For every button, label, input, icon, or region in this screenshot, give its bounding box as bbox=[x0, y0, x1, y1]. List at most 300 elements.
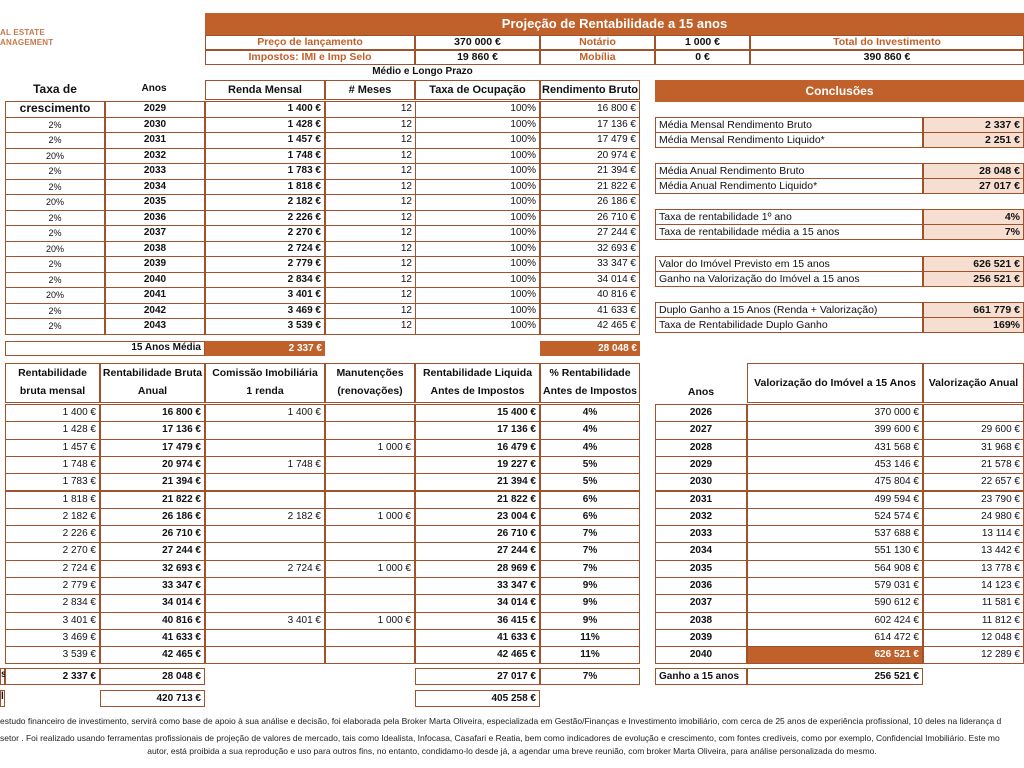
rl-cell: 23 004 € bbox=[415, 508, 540, 526]
ano-cell: 2031 bbox=[105, 132, 205, 149]
conclusao-label: Média Anual Rendimento Bruto bbox=[655, 163, 923, 179]
taxa-cell: 2% bbox=[5, 303, 105, 320]
total-rba: 420 713 € bbox=[100, 690, 205, 707]
conclusao-value: 27 017 € bbox=[923, 178, 1024, 194]
pr-cell: 7% bbox=[540, 525, 640, 543]
t3-ano-cell: 2026 bbox=[655, 404, 747, 422]
valorizacao-anual-cell: 13 778 € bbox=[923, 560, 1024, 578]
notario-value: 1 000 € bbox=[655, 35, 750, 50]
meses-cell: 12 bbox=[325, 210, 415, 227]
ano-cell: 2029 bbox=[105, 101, 205, 118]
rl-cell: 17 136 € bbox=[415, 421, 540, 439]
meses-cell: 12 bbox=[325, 241, 415, 258]
t3-anos-header: Anos bbox=[687, 386, 715, 398]
company-logo bbox=[0, 28, 53, 48]
taxa-cell: 2% bbox=[5, 210, 105, 227]
bruto-cell: 21 822 € bbox=[540, 179, 640, 196]
rba-header bbox=[100, 363, 205, 403]
t3-ano-cell: 2039 bbox=[655, 629, 747, 647]
taxa-cell: 20% bbox=[5, 194, 105, 211]
conclusao-value: 2 251 € bbox=[923, 132, 1024, 148]
rbm-cell: 1 783 € bbox=[5, 473, 100, 491]
bruto-cell: 17 479 € bbox=[540, 132, 640, 149]
valorizacao-anual-cell: 24 980 € bbox=[923, 508, 1024, 526]
valorizacao-cell: 590 612 € bbox=[747, 594, 923, 612]
pr-cell: 9% bbox=[540, 577, 640, 595]
manutencao-cell bbox=[325, 577, 415, 595]
valorizacao-anual-header: Valorização Anual bbox=[923, 363, 1024, 403]
rbm-header-line1: Rentabilidade bbox=[18, 367, 87, 379]
ocupacao-cell: 100% bbox=[415, 210, 540, 227]
renda-cell: 1 428 € bbox=[205, 117, 325, 134]
valorizacao-cell: 579 031 € bbox=[747, 577, 923, 595]
ano-cell: 2041 bbox=[105, 287, 205, 304]
ocupacao-cell: 100% bbox=[415, 179, 540, 196]
meses-cell: 12 bbox=[325, 303, 415, 320]
comissao-cell: 3 401 € bbox=[205, 612, 325, 630]
manutencao-cell bbox=[325, 542, 415, 560]
rba-header-line1: Rentabilidade Bruta bbox=[102, 367, 203, 379]
rl-cell: 33 347 € bbox=[415, 577, 540, 595]
rba-header-line2: Anual bbox=[137, 385, 168, 397]
anos-header: Anos bbox=[141, 83, 167, 94]
meses-cell: 12 bbox=[325, 318, 415, 335]
page-title: Projeção de Rentabilidade a 15 anos bbox=[205, 13, 1024, 35]
conclusao-label: Duplo Ganho a 15 Anos (Renda + Valorização) bbox=[655, 302, 923, 318]
renda-cell: 2 182 € bbox=[205, 194, 325, 211]
t3-ano-cell: 2027 bbox=[655, 421, 747, 439]
pr-cell: 4% bbox=[540, 404, 640, 422]
rbm-cell: 2 182 € bbox=[5, 508, 100, 526]
valorizacao-cell: 614 472 € bbox=[747, 629, 923, 647]
conclusao-value: 4% bbox=[923, 209, 1024, 225]
rba-cell: 42 465 € bbox=[100, 646, 205, 664]
pr-cell: 5% bbox=[540, 456, 640, 474]
comissao-header bbox=[205, 363, 325, 403]
comissao-cell: 1 400 € bbox=[205, 404, 325, 422]
taxa-cell: 2% bbox=[5, 132, 105, 149]
notario-label: Notário bbox=[540, 35, 655, 50]
avg-rl: 27 017 € bbox=[415, 668, 540, 685]
logo-line-1: AL ESTATE bbox=[0, 28, 45, 37]
avg-left: s bbox=[0, 668, 5, 685]
bruto-cell: 41 633 € bbox=[540, 303, 640, 320]
valorizacao-cell: 537 688 € bbox=[747, 525, 923, 543]
valorizacao-anual-cell: 21 578 € bbox=[923, 456, 1024, 474]
taxa-cell: 2% bbox=[5, 318, 105, 335]
bruto-cell: 16 800 € bbox=[540, 101, 640, 118]
ocupacao-cell: 100% bbox=[415, 132, 540, 149]
comissao-cell: 1 748 € bbox=[205, 456, 325, 474]
taxa-cell: 20% bbox=[5, 287, 105, 304]
bruto-header: Rendimento Bruto bbox=[540, 80, 640, 100]
conclusao-value: 28 048 € bbox=[923, 163, 1024, 179]
valorizacao-anual-cell: 11 581 € bbox=[923, 594, 1024, 612]
ocupacao-header: Taxa de Ocupação bbox=[415, 80, 540, 100]
taxa-cell: 20% bbox=[5, 148, 105, 165]
comissao-header-line1: Comissão Imobiliária bbox=[212, 367, 318, 379]
taxa-cell: 2% bbox=[5, 225, 105, 242]
comissao-cell bbox=[205, 525, 325, 543]
bruto-cell: 26 710 € bbox=[540, 210, 640, 227]
subtitle: Médio e Longo Prazo bbox=[372, 66, 473, 77]
renda-cell: 1 818 € bbox=[205, 179, 325, 196]
ano-cell: 2042 bbox=[105, 303, 205, 320]
pr-cell: 4% bbox=[540, 439, 640, 457]
rba-cell: 41 633 € bbox=[100, 629, 205, 647]
ocupacao-cell: 100% bbox=[415, 272, 540, 289]
ano-cell: 2036 bbox=[105, 210, 205, 227]
valorizacao-anual-cell: 23 790 € bbox=[923, 491, 1024, 509]
mobilia-label: Mobília bbox=[540, 50, 655, 65]
manutencao-cell bbox=[325, 473, 415, 491]
disclaimer-line-3: autor, está proibida a sua reprodução e uso para outros fins, no entanto, condidamo-lo desde já, a agendar uma breve reunião, com broker Marta Oliveira, para análise personalizada do mesmo. bbox=[147, 746, 877, 756]
conclusao-value: 661 779 € bbox=[923, 302, 1024, 318]
rba-cell: 21 394 € bbox=[100, 473, 205, 491]
valorizacao-cell: 453 146 € bbox=[747, 456, 923, 474]
ocupacao-cell: 100% bbox=[415, 163, 540, 180]
ano-cell: 2043 bbox=[105, 318, 205, 335]
meses-header: # Meses bbox=[325, 80, 415, 100]
valorizacao-anual-cell: 29 600 € bbox=[923, 421, 1024, 439]
manutencao-cell bbox=[325, 646, 415, 664]
t3-ano-cell: 2032 bbox=[655, 508, 747, 526]
taxa-cell: 2% bbox=[5, 179, 105, 196]
manutencoes-header bbox=[325, 363, 415, 403]
pr-header bbox=[540, 363, 640, 403]
rbm-cell: 2 779 € bbox=[5, 577, 100, 595]
rbm-cell: 3 401 € bbox=[5, 612, 100, 630]
rl-cell: 42 465 € bbox=[415, 646, 540, 664]
rbm-cell: 1 748 € bbox=[5, 456, 100, 474]
pr-cell: 6% bbox=[540, 508, 640, 526]
valorizacao-cell: 499 594 € bbox=[747, 491, 923, 509]
rbm-cell: 1 457 € bbox=[5, 439, 100, 457]
avg-pr: 7% bbox=[540, 668, 640, 685]
bruto-cell: 21 394 € bbox=[540, 163, 640, 180]
rbm-cell: 2 724 € bbox=[5, 560, 100, 578]
renda-cell: 2 226 € bbox=[205, 210, 325, 227]
rl-header-line2: Antes de Impostos bbox=[430, 385, 525, 397]
conclusao-value: 169% bbox=[923, 317, 1024, 333]
rba-cell: 17 136 € bbox=[100, 421, 205, 439]
ocupacao-cell: 100% bbox=[415, 241, 540, 258]
t3-ano-cell: 2036 bbox=[655, 577, 747, 595]
valorizacao-anual-cell: 12 289 € bbox=[923, 646, 1024, 664]
meses-cell: 12 bbox=[325, 256, 415, 273]
rl-cell: 34 014 € bbox=[415, 594, 540, 612]
total-label: Total do Investimento bbox=[750, 35, 1024, 50]
comissao-cell bbox=[205, 594, 325, 612]
rl-cell: 19 227 € bbox=[415, 456, 540, 474]
conclusao-value: 626 521 € bbox=[923, 256, 1024, 272]
t3-ano-cell: 2035 bbox=[655, 560, 747, 578]
rba-cell: 21 822 € bbox=[100, 491, 205, 509]
manutencao-cell: 1 000 € bbox=[325, 560, 415, 578]
meses-cell: 12 bbox=[325, 101, 415, 118]
rl-cell: 28 969 € bbox=[415, 560, 540, 578]
valorizacao-cell: 475 804 € bbox=[747, 473, 923, 491]
ano-cell: 2030 bbox=[105, 117, 205, 134]
valorizacao-anual-cell: 13 114 € bbox=[923, 525, 1024, 543]
manutencao-cell bbox=[325, 456, 415, 474]
preco-label: Preço de lançamento bbox=[205, 35, 415, 50]
manutencao-cell bbox=[325, 404, 415, 422]
manutencao-cell bbox=[325, 525, 415, 543]
pr-cell: 5% bbox=[540, 473, 640, 491]
ocupacao-cell: 100% bbox=[415, 303, 540, 320]
renda-cell: 1 748 € bbox=[205, 148, 325, 165]
rl-cell: 21 822 € bbox=[415, 491, 540, 509]
valorizacao-cell: 524 574 € bbox=[747, 508, 923, 526]
renda-cell: 1 783 € bbox=[205, 163, 325, 180]
avg-rba: 28 048 € bbox=[100, 668, 205, 685]
rba-cell: 34 014 € bbox=[100, 594, 205, 612]
meses-cell: 12 bbox=[325, 132, 415, 149]
taxa-cell: 2% bbox=[5, 163, 105, 180]
rl-cell: 41 633 € bbox=[415, 629, 540, 647]
pr-cell: 11% bbox=[540, 629, 640, 647]
t3-ano-cell: 2034 bbox=[655, 542, 747, 560]
comissao-cell bbox=[205, 491, 325, 509]
valorizacao-anual-cell: 14 123 € bbox=[923, 577, 1024, 595]
comissao-cell bbox=[205, 421, 325, 439]
disclaimer-line-1: estudo financeiro de investimento, servirá como base de apoio à sua análise e decisão, foi elaborada pela Broker Marta Oliveira, especializada em Gestão/Finanças e Investimento imobiliário, com cerca de 25 anos de experiência profissional, 10 deles na liderança d bbox=[0, 716, 1002, 726]
valorizacao-anual-cell bbox=[923, 404, 1024, 422]
bruto-cell: 17 136 € bbox=[540, 117, 640, 134]
ganho-value: 256 521 € bbox=[747, 668, 923, 685]
pr-header-line2: Antes de Impostos bbox=[543, 385, 637, 397]
valorizacao-cell: 399 600 € bbox=[747, 421, 923, 439]
taxa-cell: 2% bbox=[5, 256, 105, 273]
conclusao-label: Média Anual Rendimento Liquido* bbox=[655, 178, 923, 194]
renda-cell: 3 539 € bbox=[205, 318, 325, 335]
bruto-cell: 20 974 € bbox=[540, 148, 640, 165]
ocupacao-cell: 100% bbox=[415, 287, 540, 304]
meses-cell: 12 bbox=[325, 148, 415, 165]
comissao-cell bbox=[205, 473, 325, 491]
valorizacao-cell: 551 130 € bbox=[747, 542, 923, 560]
renda-cell: 3 469 € bbox=[205, 303, 325, 320]
rbm-cell: 2 834 € bbox=[5, 594, 100, 612]
ocupacao-cell: 100% bbox=[415, 225, 540, 242]
manutencao-cell: 1 000 € bbox=[325, 439, 415, 457]
avg-rbm: 2 337 € bbox=[5, 668, 100, 685]
conclusao-label: Taxa de Rentabilidade Duplo Ganho bbox=[655, 317, 923, 333]
valorizacao-cell: 602 424 € bbox=[747, 612, 923, 630]
media-renda: 2 337 € bbox=[205, 341, 325, 356]
taxa-cell: 20% bbox=[5, 241, 105, 258]
ano-cell: 2039 bbox=[105, 256, 205, 273]
media-bruto: 28 048 € bbox=[540, 341, 640, 356]
rbm-cell: 1 428 € bbox=[5, 421, 100, 439]
taxa-header: Taxa de crescimento bbox=[19, 82, 91, 115]
manutencao-cell: 1 000 € bbox=[325, 508, 415, 526]
renda-header: Renda Mensal bbox=[205, 80, 325, 100]
conclusoes-title: Conclusões bbox=[655, 80, 1024, 102]
conclusao-value: 256 521 € bbox=[923, 271, 1024, 287]
renda-cell: 1 457 € bbox=[205, 132, 325, 149]
t3-ano-cell: 2040 bbox=[655, 646, 747, 664]
meses-cell: 12 bbox=[325, 194, 415, 211]
rba-cell: 26 186 € bbox=[100, 508, 205, 526]
rba-cell: 26 710 € bbox=[100, 525, 205, 543]
mobilia-value: 0 € bbox=[655, 50, 750, 65]
pr-cell: 6% bbox=[540, 491, 640, 509]
total-rl: 405 258 € bbox=[415, 690, 540, 707]
valorizacao-header: Valorização do Imóvel a 15 Anos bbox=[747, 363, 923, 403]
pr-cell: 7% bbox=[540, 542, 640, 560]
bruto-cell: 42 465 € bbox=[540, 318, 640, 335]
manutencao-cell bbox=[325, 594, 415, 612]
rbm-cell: 3 469 € bbox=[5, 629, 100, 647]
renda-cell: 2 270 € bbox=[205, 225, 325, 242]
meses-cell: 12 bbox=[325, 272, 415, 289]
pr-header-line1: % Rentabilidade bbox=[549, 367, 631, 379]
preco-value: 370 000 € bbox=[415, 35, 540, 50]
ocupacao-cell: 100% bbox=[415, 101, 540, 118]
meses-cell: 12 bbox=[325, 225, 415, 242]
conclusao-label: Ganho na Valorização do Imóvel a 15 anos bbox=[655, 271, 923, 287]
ano-cell: 2037 bbox=[105, 225, 205, 242]
logo-line-2: ANAGEMENT bbox=[0, 38, 54, 47]
valorizacao-anual-cell: 31 968 € bbox=[923, 439, 1024, 457]
manutencao-cell: 1 000 € bbox=[325, 612, 415, 630]
t3-ano-cell: 2037 bbox=[655, 594, 747, 612]
disclaimer-line-2: setor . Foi realizado usando ferramentas profissionais de projeção de valores de mercado, tais como Idealista, Infocasa, Casafari e Reatia, bem como indicadores de evolução e crescimento, com fontes credíveis, como por exemplo, Confidencial Imobiliário. Este mo bbox=[0, 733, 1000, 743]
t3-ano-cell: 2029 bbox=[655, 456, 747, 474]
comissao-cell: 2 724 € bbox=[205, 560, 325, 578]
conclusao-label: Valor do Imóvel Previsto em 15 anos bbox=[655, 256, 923, 272]
rbm-cell: 3 539 € bbox=[5, 646, 100, 664]
meses-cell: 12 bbox=[325, 163, 415, 180]
rba-cell: 33 347 € bbox=[100, 577, 205, 595]
t3-ano-cell: 2030 bbox=[655, 473, 747, 491]
comissao-cell bbox=[205, 542, 325, 560]
pr-cell: 9% bbox=[540, 612, 640, 630]
conclusao-value: 2 337 € bbox=[923, 117, 1024, 133]
rl-cell: 15 400 € bbox=[415, 404, 540, 422]
rbm-header-line2: bruta mensal bbox=[19, 385, 86, 397]
manutencao-cell bbox=[325, 491, 415, 509]
bruto-cell: 26 186 € bbox=[540, 194, 640, 211]
rl-header-line1: Rentabilidade Liquida bbox=[422, 367, 533, 379]
ocupacao-cell: 100% bbox=[415, 117, 540, 134]
ocupacao-cell: 100% bbox=[415, 318, 540, 335]
comissao-cell: 2 182 € bbox=[205, 508, 325, 526]
ano-cell: 2033 bbox=[105, 163, 205, 180]
pr-cell: 4% bbox=[540, 421, 640, 439]
rl-cell: 16 479 € bbox=[415, 439, 540, 457]
valorizacao-cell: 431 568 € bbox=[747, 439, 923, 457]
rba-cell: 20 974 € bbox=[100, 456, 205, 474]
valorizacao-anual-cell: 12 048 € bbox=[923, 629, 1024, 647]
t3-ano-cell: 2028 bbox=[655, 439, 747, 457]
rl-header bbox=[415, 363, 540, 403]
conclusao-value: 7% bbox=[923, 224, 1024, 240]
rba-cell: 32 693 € bbox=[100, 560, 205, 578]
rl-cell: 26 710 € bbox=[415, 525, 540, 543]
rl-cell: 27 244 € bbox=[415, 542, 540, 560]
rl-cell: 21 394 € bbox=[415, 473, 540, 491]
valorizacao-anual-cell: 22 657 € bbox=[923, 473, 1024, 491]
pr-cell: 7% bbox=[540, 560, 640, 578]
rl-cell: 36 415 € bbox=[415, 612, 540, 630]
valorizacao-cell: 370 000 € bbox=[747, 404, 923, 422]
conclusao-label: Média Mensal Rendimento Liquido* bbox=[655, 132, 923, 148]
comissao-cell bbox=[205, 439, 325, 457]
ano-cell: 2040 bbox=[105, 272, 205, 289]
taxa-cell: 2% bbox=[5, 117, 105, 134]
manutencao-cell bbox=[325, 629, 415, 647]
manutencao-cell bbox=[325, 421, 415, 439]
bruto-cell: 34 014 € bbox=[540, 272, 640, 289]
total-left: l bbox=[0, 690, 5, 707]
bruto-cell: 33 347 € bbox=[540, 256, 640, 273]
ano-cell: 2038 bbox=[105, 241, 205, 258]
renda-cell: 2 834 € bbox=[205, 272, 325, 289]
rba-cell: 27 244 € bbox=[100, 542, 205, 560]
ocupacao-cell: 100% bbox=[415, 148, 540, 165]
renda-cell: 2 724 € bbox=[205, 241, 325, 258]
t3-ano-cell: 2038 bbox=[655, 612, 747, 630]
manutencoes-header-line1: Manutenções bbox=[336, 367, 404, 379]
t3-ano-cell: 2033 bbox=[655, 525, 747, 543]
meses-cell: 12 bbox=[325, 179, 415, 196]
valorizacao-cell: 626 521 € bbox=[747, 646, 923, 664]
rba-cell: 17 479 € bbox=[100, 439, 205, 457]
valorizacao-anual-cell: 13 442 € bbox=[923, 542, 1024, 560]
impostos-label: Impostos: IMI e Imp Selo bbox=[205, 50, 415, 65]
rbm-cell: 1 400 € bbox=[5, 404, 100, 422]
ano-cell: 2034 bbox=[105, 179, 205, 196]
ano-cell: 2035 bbox=[105, 194, 205, 211]
media-label: 15 Anos Média bbox=[5, 341, 205, 356]
renda-cell: 2 779 € bbox=[205, 256, 325, 273]
rbm-cell: 1 818 € bbox=[5, 491, 100, 509]
meses-cell: 12 bbox=[325, 287, 415, 304]
conclusao-label: Média Mensal Rendimento Bruto bbox=[655, 117, 923, 133]
comissao-header-line2: 1 renda bbox=[246, 385, 284, 397]
ganho-label: Ganho a 15 anos bbox=[655, 668, 747, 685]
renda-cell: 3 401 € bbox=[205, 287, 325, 304]
ano-cell: 2032 bbox=[105, 148, 205, 165]
comissao-cell bbox=[205, 577, 325, 595]
meses-cell: 12 bbox=[325, 117, 415, 134]
renda-cell: 1 400 € bbox=[205, 101, 325, 118]
taxa-cell bbox=[5, 101, 105, 118]
total-value: 390 860 € bbox=[750, 50, 1024, 65]
conclusao-label: Taxa de rentabilidade média a 15 anos bbox=[655, 224, 923, 240]
impostos-value: 19 860 € bbox=[415, 50, 540, 65]
taxa-cell: 2% bbox=[5, 272, 105, 289]
bruto-cell: 40 816 € bbox=[540, 287, 640, 304]
valorizacao-cell: 564 908 € bbox=[747, 560, 923, 578]
rbm-cell: 2 270 € bbox=[5, 542, 100, 560]
bruto-cell: 27 244 € bbox=[540, 225, 640, 242]
rba-cell: 40 816 € bbox=[100, 612, 205, 630]
conclusao-label: Taxa de rentabilidade 1º ano bbox=[655, 209, 923, 225]
t3-ano-cell: 2031 bbox=[655, 491, 747, 509]
valorizacao-anual-cell: 11 812 € bbox=[923, 612, 1024, 630]
ocupacao-cell: 100% bbox=[415, 194, 540, 211]
pr-cell: 9% bbox=[540, 594, 640, 612]
rbm-cell: 2 226 € bbox=[5, 525, 100, 543]
pr-cell: 11% bbox=[540, 646, 640, 664]
ocupacao-cell: 100% bbox=[415, 256, 540, 273]
rba-cell: 16 800 € bbox=[100, 404, 205, 422]
rbm-header bbox=[5, 363, 100, 403]
